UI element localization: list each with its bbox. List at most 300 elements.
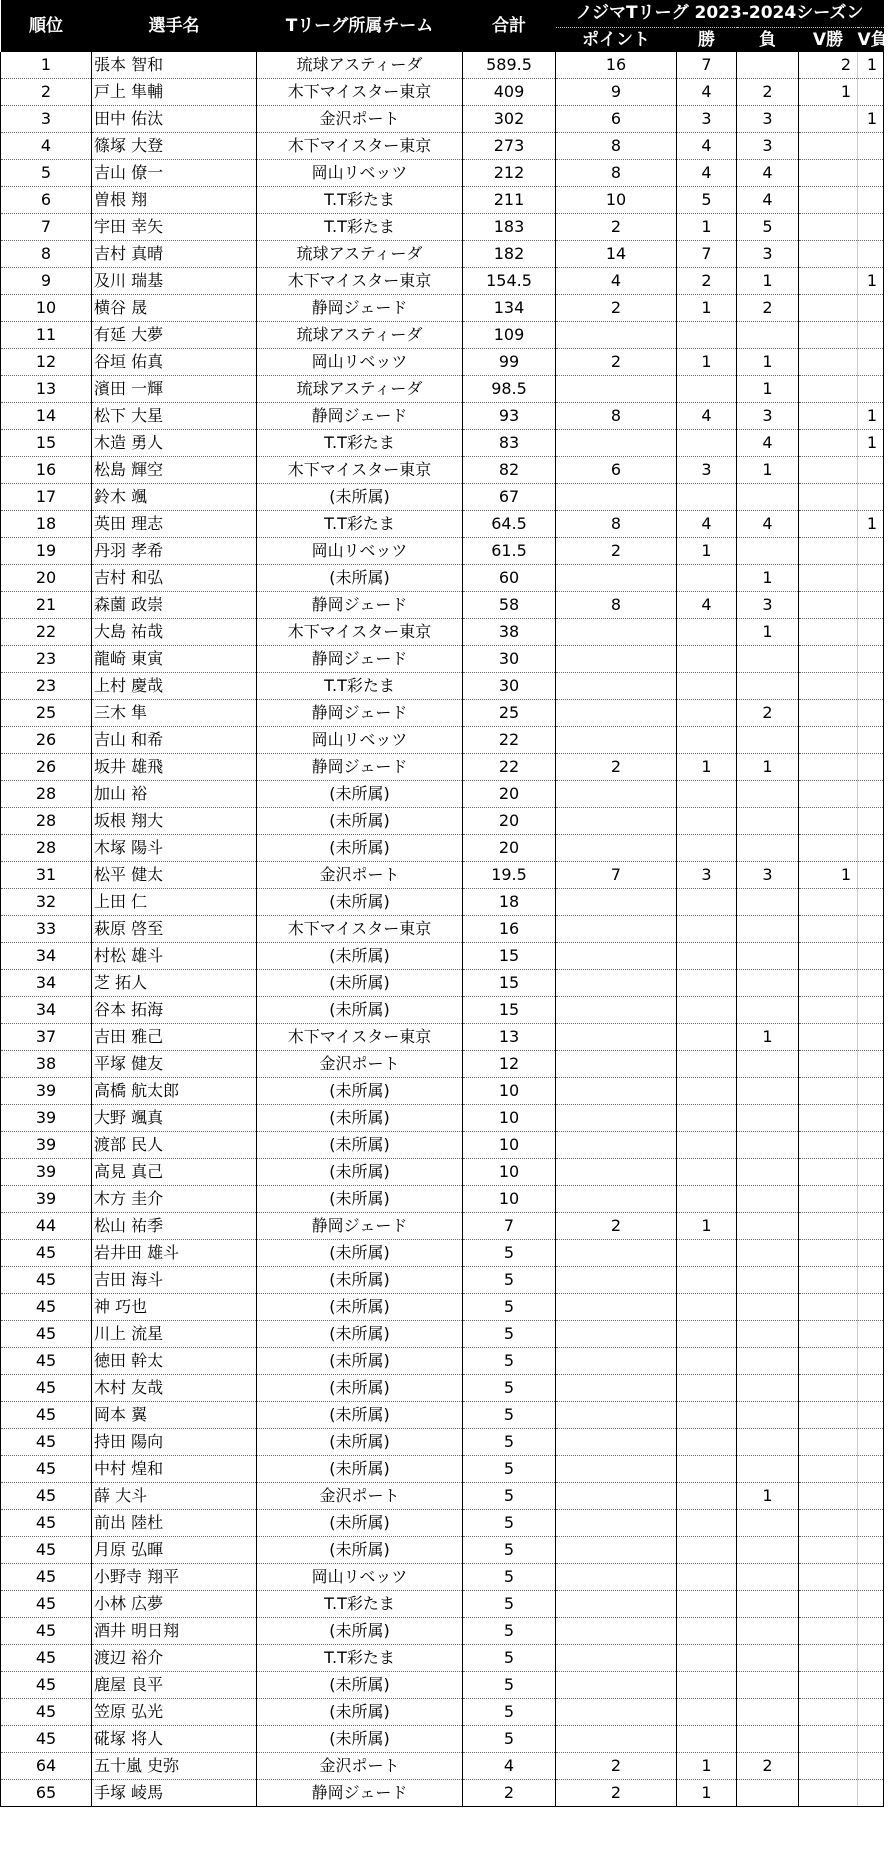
loss-cell	[737, 781, 799, 808]
table-row	[1, 565, 884, 592]
v-win-cell	[799, 1780, 858, 1807]
player-name-cell: 上村 慶哉	[92, 673, 257, 700]
team-cell: (未所属)	[257, 1618, 463, 1645]
v-win-cell	[799, 700, 858, 727]
points-cell	[556, 1294, 677, 1321]
rank-cell: 28	[1, 781, 92, 808]
player-name-cell: 萩原 啓至	[92, 916, 257, 943]
table-row	[1, 538, 884, 565]
v-loss-cell	[858, 1402, 884, 1429]
loss-cell	[737, 1780, 799, 1807]
points-cell	[556, 1672, 677, 1699]
win-cell	[677, 1159, 737, 1186]
player-name-cell: 曽根 翔	[92, 187, 257, 214]
rank-cell: 16	[1, 457, 92, 484]
loss-cell: 4	[737, 160, 799, 187]
v-loss-cell	[858, 781, 884, 808]
table-row	[1, 1591, 884, 1618]
rank-cell: 38	[1, 1051, 92, 1078]
points-cell: 2	[556, 1213, 677, 1240]
total-cell: 60	[463, 565, 556, 592]
win-cell: 1	[677, 349, 737, 376]
rank-cell: 45	[1, 1402, 92, 1429]
rank-cell: 23	[1, 673, 92, 700]
player-name-cell: 木造 勇人	[92, 430, 257, 457]
player-name-cell: 大島 祐哉	[92, 619, 257, 646]
rank-cell: 44	[1, 1213, 92, 1240]
player-name-cell: 鈴木 颯	[92, 484, 257, 511]
v-loss-cell	[858, 1294, 884, 1321]
rank-cell: 5	[1, 160, 92, 187]
table-row	[1, 781, 884, 808]
rank-cell: 22	[1, 619, 92, 646]
points-cell	[556, 943, 677, 970]
table-header	[1, 0, 888, 52]
player-name-cell: 吉山 和希	[92, 727, 257, 754]
v-loss-cell	[858, 1132, 884, 1159]
team-cell: (未所属)	[257, 781, 463, 808]
total-cell: 5	[463, 1510, 556, 1537]
v-win-cell	[799, 754, 858, 781]
points-cell	[556, 1267, 677, 1294]
player-name-cell: 小林 広夢	[92, 1591, 257, 1618]
points-cell	[556, 835, 677, 862]
v-win-cell	[799, 322, 858, 349]
points-cell	[556, 889, 677, 916]
team-cell: 金沢ポート	[257, 1051, 463, 1078]
points-cell	[556, 322, 677, 349]
v-win-cell	[799, 916, 858, 943]
table-body	[1, 52, 884, 1807]
player-name-cell: 高見 真己	[92, 1159, 257, 1186]
team-cell: (未所属)	[257, 1348, 463, 1375]
v-win-cell: 1	[799, 862, 858, 889]
v-win-cell	[799, 1348, 858, 1375]
points-cell	[556, 781, 677, 808]
rank-cell: 45	[1, 1267, 92, 1294]
player-name-cell: 吉山 僚一	[92, 160, 257, 187]
table-row	[1, 916, 884, 943]
team-cell: 岡山リベッツ	[257, 727, 463, 754]
rank-cell: 13	[1, 376, 92, 403]
points-cell: 6	[556, 457, 677, 484]
team-cell: 金沢ポート	[257, 1483, 463, 1510]
loss-cell	[737, 835, 799, 862]
total-cell: 12	[463, 1051, 556, 1078]
rank-cell: 45	[1, 1294, 92, 1321]
team-cell: T.T彩たま	[257, 214, 463, 241]
win-cell	[677, 1726, 737, 1753]
total-cell: 5	[463, 1348, 556, 1375]
v-loss-cell	[858, 889, 884, 916]
rank-cell: 45	[1, 1672, 92, 1699]
player-name-cell: 中村 煌和	[92, 1456, 257, 1483]
player-name-cell: 張本 智和	[92, 52, 257, 79]
table-row	[1, 511, 884, 538]
rank-cell: 26	[1, 727, 92, 754]
team-cell: 静岡ジェード	[257, 646, 463, 673]
win-cell: 4	[677, 592, 737, 619]
loss-cell: 4	[737, 511, 799, 538]
loss-cell	[737, 1618, 799, 1645]
team-cell: T.T彩たま	[257, 187, 463, 214]
player-name-cell: 木村 友哉	[92, 1375, 257, 1402]
v-win-cell	[799, 1024, 858, 1051]
total-cell: 154.5	[463, 268, 556, 295]
total-cell: 20	[463, 808, 556, 835]
player-name-cell: 大野 颯真	[92, 1105, 257, 1132]
loss-cell: 2	[737, 79, 799, 106]
win-cell	[677, 1483, 737, 1510]
win-cell: 4	[677, 403, 737, 430]
player-name-cell: 神 巧也	[92, 1294, 257, 1321]
v-win-cell	[799, 1510, 858, 1537]
player-name-cell: 高橋 航太郎	[92, 1078, 257, 1105]
team-cell: (未所属)	[257, 1699, 463, 1726]
total-cell: 82	[463, 457, 556, 484]
v-loss-cell	[858, 79, 884, 106]
win-cell	[677, 997, 737, 1024]
points-cell: 6	[556, 106, 677, 133]
table-row	[1, 133, 884, 160]
rank-cell: 45	[1, 1456, 92, 1483]
v-loss-cell: 1	[858, 106, 884, 133]
total-cell: 15	[463, 943, 556, 970]
v-loss-cell	[858, 1564, 884, 1591]
v-loss-cell	[858, 1591, 884, 1618]
table-row	[1, 997, 884, 1024]
player-name-cell: 田中 佑汰	[92, 106, 257, 133]
rank-cell: 45	[1, 1321, 92, 1348]
player-name-cell: 吉田 雅己	[92, 1024, 257, 1051]
rank-cell: 45	[1, 1537, 92, 1564]
table-row	[1, 1780, 884, 1807]
player-name-cell: 坂根 翔大	[92, 808, 257, 835]
table-row	[1, 1672, 884, 1699]
v-loss-cell	[858, 1213, 884, 1240]
total-cell: 5	[463, 1294, 556, 1321]
win-cell: 5	[677, 187, 737, 214]
win-cell	[677, 1132, 737, 1159]
total-cell: 19.5	[463, 862, 556, 889]
player-name-cell: 丹羽 孝希	[92, 538, 257, 565]
win-cell	[677, 430, 737, 457]
rank-cell: 39	[1, 1132, 92, 1159]
rank-cell: 18	[1, 511, 92, 538]
total-cell: 38	[463, 619, 556, 646]
win-cell	[677, 484, 737, 511]
team-cell: 木下マイスター東京	[257, 133, 463, 160]
team-cell: (未所属)	[257, 808, 463, 835]
v-loss-cell	[858, 1105, 884, 1132]
player-name-cell: 英田 理志	[92, 511, 257, 538]
loss-cell	[737, 538, 799, 565]
v-loss-cell	[858, 1159, 884, 1186]
points-cell	[556, 1132, 677, 1159]
total-cell: 5	[463, 1618, 556, 1645]
total-cell: 134	[463, 295, 556, 322]
team-cell: (未所属)	[257, 970, 463, 997]
rank-cell: 20	[1, 565, 92, 592]
points-cell	[556, 1024, 677, 1051]
total-cell: 30	[463, 646, 556, 673]
table-row	[1, 1348, 884, 1375]
points-cell: 2	[556, 349, 677, 376]
team-cell: 岡山リベッツ	[257, 1564, 463, 1591]
v-loss-cell	[858, 1186, 884, 1213]
table-row	[1, 1159, 884, 1186]
total-cell: 212	[463, 160, 556, 187]
loss-cell	[737, 889, 799, 916]
team-cell: (未所属)	[257, 484, 463, 511]
win-cell: 4	[677, 79, 737, 106]
table-row	[1, 1294, 884, 1321]
total-cell: 5	[463, 1645, 556, 1672]
rank-cell: 45	[1, 1375, 92, 1402]
win-cell	[677, 943, 737, 970]
rank-cell: 39	[1, 1105, 92, 1132]
win-cell	[677, 322, 737, 349]
total-cell: 99	[463, 349, 556, 376]
v-win-cell	[799, 133, 858, 160]
v-win-cell	[799, 835, 858, 862]
table-row	[1, 1105, 884, 1132]
points-cell: 2	[556, 295, 677, 322]
rank-cell: 14	[1, 403, 92, 430]
loss-cell	[737, 1078, 799, 1105]
v-loss-cell	[858, 646, 884, 673]
points-cell	[556, 727, 677, 754]
points-cell	[556, 1051, 677, 1078]
team-cell: (未所属)	[257, 1510, 463, 1537]
loss-cell: 4	[737, 187, 799, 214]
v-win-cell	[799, 646, 858, 673]
table-row	[1, 79, 884, 106]
v-win-cell	[799, 1321, 858, 1348]
v-win-cell	[799, 781, 858, 808]
rank-cell: 45	[1, 1618, 92, 1645]
table-row	[1, 1456, 884, 1483]
table-row	[1, 1321, 884, 1348]
player-name-cell: 渡部 民人	[92, 1132, 257, 1159]
total-cell: 83	[463, 430, 556, 457]
points-cell: 2	[556, 1753, 677, 1780]
player-name-cell: 手塚 崚馬	[92, 1780, 257, 1807]
rank-cell: 3	[1, 106, 92, 133]
team-cell: (未所属)	[257, 565, 463, 592]
v-win-cell	[799, 727, 858, 754]
total-cell: 20	[463, 835, 556, 862]
v-win-cell	[799, 1429, 858, 1456]
team-cell: 琉球アスティーダ	[257, 322, 463, 349]
total-cell: 5	[463, 1564, 556, 1591]
v-win-cell	[799, 214, 858, 241]
loss-cell	[737, 1159, 799, 1186]
win-cell	[677, 1402, 737, 1429]
table-row	[1, 1213, 884, 1240]
team-cell: 静岡ジェード	[257, 1213, 463, 1240]
team-cell: (未所属)	[257, 1078, 463, 1105]
points-cell: 8	[556, 133, 677, 160]
total-cell: 302	[463, 106, 556, 133]
loss-cell	[737, 1537, 799, 1564]
rank-cell: 45	[1, 1726, 92, 1753]
v-win-cell	[799, 1186, 858, 1213]
loss-cell	[737, 1456, 799, 1483]
rank-cell: 45	[1, 1510, 92, 1537]
header-points: ポイント	[556, 28, 677, 53]
loss-cell: 1	[737, 619, 799, 646]
v-loss-cell	[858, 187, 884, 214]
loss-cell: 1	[737, 268, 799, 295]
team-cell: 木下マイスター東京	[257, 916, 463, 943]
win-cell	[677, 1618, 737, 1645]
table-row	[1, 268, 884, 295]
points-cell: 8	[556, 592, 677, 619]
team-cell: (未所属)	[257, 1726, 463, 1753]
win-cell	[677, 1375, 737, 1402]
table-row	[1, 1267, 884, 1294]
v-win-cell	[799, 565, 858, 592]
points-cell	[556, 1537, 677, 1564]
win-cell	[677, 376, 737, 403]
player-name-cell: 松山 祐季	[92, 1213, 257, 1240]
win-cell	[677, 781, 737, 808]
player-name-cell: 前出 陸杜	[92, 1510, 257, 1537]
v-win-cell	[799, 997, 858, 1024]
points-cell	[556, 970, 677, 997]
table-row	[1, 1753, 884, 1780]
table-row	[1, 1375, 884, 1402]
header-v-loss: V負	[858, 28, 884, 53]
v-loss-cell	[858, 1483, 884, 1510]
team-cell: 静岡ジェード	[257, 754, 463, 781]
v-win-cell	[799, 1105, 858, 1132]
rank-cell: 12	[1, 349, 92, 376]
win-cell	[677, 646, 737, 673]
win-cell	[677, 808, 737, 835]
points-cell	[556, 565, 677, 592]
loss-cell	[737, 1402, 799, 1429]
total-cell: 16	[463, 916, 556, 943]
team-cell: (未所属)	[257, 1402, 463, 1429]
player-name-cell: 岩井田 雄斗	[92, 1240, 257, 1267]
win-cell: 3	[677, 457, 737, 484]
player-name-cell: 木塚 陽斗	[92, 835, 257, 862]
v-win-cell: 1	[799, 79, 858, 106]
team-cell: 岡山リベッツ	[257, 349, 463, 376]
team-cell: (未所属)	[257, 1537, 463, 1564]
team-cell: (未所属)	[257, 1132, 463, 1159]
total-cell: 182	[463, 241, 556, 268]
v-win-cell	[799, 592, 858, 619]
win-cell	[677, 1456, 737, 1483]
win-cell	[677, 1348, 737, 1375]
team-cell: 静岡ジェード	[257, 700, 463, 727]
total-cell: 183	[463, 214, 556, 241]
total-cell: 15	[463, 970, 556, 997]
v-win-cell	[799, 1591, 858, 1618]
points-cell	[556, 1321, 677, 1348]
header-season: ノジマTリーグ 2023-2024シーズン	[556, 0, 884, 28]
v-loss-cell	[858, 592, 884, 619]
win-cell	[677, 835, 737, 862]
loss-cell	[737, 484, 799, 511]
rank-cell: 45	[1, 1699, 92, 1726]
team-cell: 木下マイスター東京	[257, 79, 463, 106]
v-win-cell	[799, 1699, 858, 1726]
rank-cell: 45	[1, 1240, 92, 1267]
player-name-cell: 吉村 和弘	[92, 565, 257, 592]
table-row	[1, 673, 884, 700]
table-row	[1, 808, 884, 835]
loss-cell	[737, 1672, 799, 1699]
v-loss-cell	[858, 727, 884, 754]
rank-cell: 31	[1, 862, 92, 889]
win-cell	[677, 1591, 737, 1618]
v-win-cell	[799, 430, 858, 457]
v-win-cell	[799, 187, 858, 214]
loss-cell	[737, 1564, 799, 1591]
total-cell: 64.5	[463, 511, 556, 538]
loss-cell	[737, 1510, 799, 1537]
v-win-cell	[799, 1375, 858, 1402]
table-row	[1, 430, 884, 457]
win-cell	[677, 565, 737, 592]
win-cell: 1	[677, 214, 737, 241]
rank-cell: 45	[1, 1564, 92, 1591]
player-name-cell: 硴塚 将人	[92, 1726, 257, 1753]
team-cell: (未所属)	[257, 943, 463, 970]
loss-cell: 1	[737, 349, 799, 376]
total-cell: 4	[463, 1753, 556, 1780]
table-row	[1, 646, 884, 673]
team-cell: (未所属)	[257, 835, 463, 862]
win-cell	[677, 1078, 737, 1105]
loss-cell	[737, 943, 799, 970]
total-cell: 10	[463, 1186, 556, 1213]
points-cell: 8	[556, 160, 677, 187]
rank-cell: 26	[1, 754, 92, 781]
loss-cell	[737, 1429, 799, 1456]
player-name-cell: 戸上 隼輔	[92, 79, 257, 106]
v-loss-cell	[858, 916, 884, 943]
rank-cell: 34	[1, 997, 92, 1024]
points-cell	[556, 1186, 677, 1213]
points-cell	[556, 700, 677, 727]
points-cell	[556, 1510, 677, 1537]
total-cell: 109	[463, 322, 556, 349]
table-row	[1, 1078, 884, 1105]
v-loss-cell	[858, 1267, 884, 1294]
v-win-cell	[799, 349, 858, 376]
total-cell: 58	[463, 592, 556, 619]
loss-cell: 3	[737, 106, 799, 133]
loss-cell: 3	[737, 862, 799, 889]
table-row	[1, 484, 884, 511]
table-row	[1, 322, 884, 349]
win-cell	[677, 1105, 737, 1132]
player-name-cell: 小野寺 翔平	[92, 1564, 257, 1591]
header-win: 勝	[677, 28, 737, 53]
points-cell	[556, 1564, 677, 1591]
v-win-cell	[799, 1213, 858, 1240]
loss-cell	[737, 1240, 799, 1267]
win-cell: 4	[677, 511, 737, 538]
v-loss-cell	[858, 295, 884, 322]
table-row	[1, 619, 884, 646]
total-cell: 13	[463, 1024, 556, 1051]
